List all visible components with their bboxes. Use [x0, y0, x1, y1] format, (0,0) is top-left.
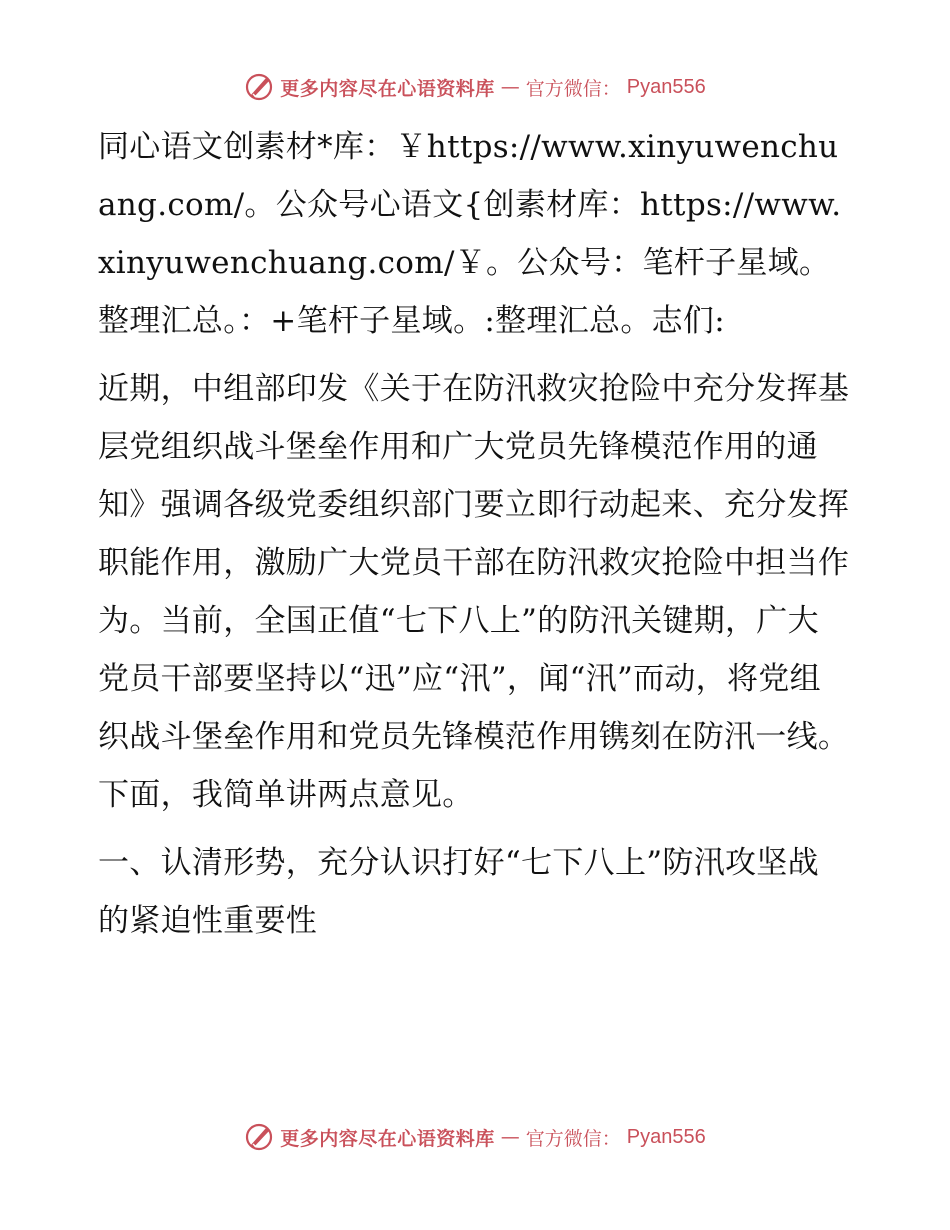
banner-wechat-label: 官方微信： [525, 77, 621, 100]
document-body [98, 118, 850, 960]
section-heading: 一、认清形势，充分认识打好“七下八上”防汛攻坚战的紧迫性重要性 [98, 845, 819, 939]
header-watermark-banner [0, 72, 950, 102]
banner-main-text: 更多内容尽在心语资料库 [280, 77, 495, 100]
banner-main-text: 更多内容尽在心语资料库 [280, 1127, 495, 1150]
quill-pen-logo-icon [244, 1122, 274, 1152]
banner-dash: — [500, 76, 520, 98]
banner-dash: — [500, 1126, 520, 1148]
quill-pen-logo-icon [244, 72, 274, 102]
banner-wechat-label: 官方微信： [525, 1127, 621, 1150]
paragraph-intro: 同心语文创素材*库：￥https://www.xinyuwenchuang.com/。公众号心语文{创素材库：https://www.xinyuwenchuang.com/￥。公众号：笔杆子星域。整理汇总。：+笔杆子星域。:整理汇总。志们: [98, 129, 842, 339]
paragraph-main: 近期，中组部印发《关于在防汛救灾抢险中充分发挥基层党组织战斗堡垒作用和广大党员先锋模范作用的通知》强调各级党委组织部门要立即行动起来、充分发挥职能作用，激励广大党员干部在防汛救灾抢险中担当作为。当前，全国正值“七下八上”的防汛关键期，广大党员干部要坚持以“迅”应“汛”，闻“汛”而动，将党组织战斗堡垒作用和党员先锋模范作用镌刻在防汛一线。下面，我简单讲两点意见。 [98, 371, 850, 813]
footer-watermark-banner [0, 1122, 950, 1152]
banner-wechat-id: Pyan556 [626, 1125, 706, 1148]
banner-wechat-id: Pyan556 [626, 75, 706, 98]
